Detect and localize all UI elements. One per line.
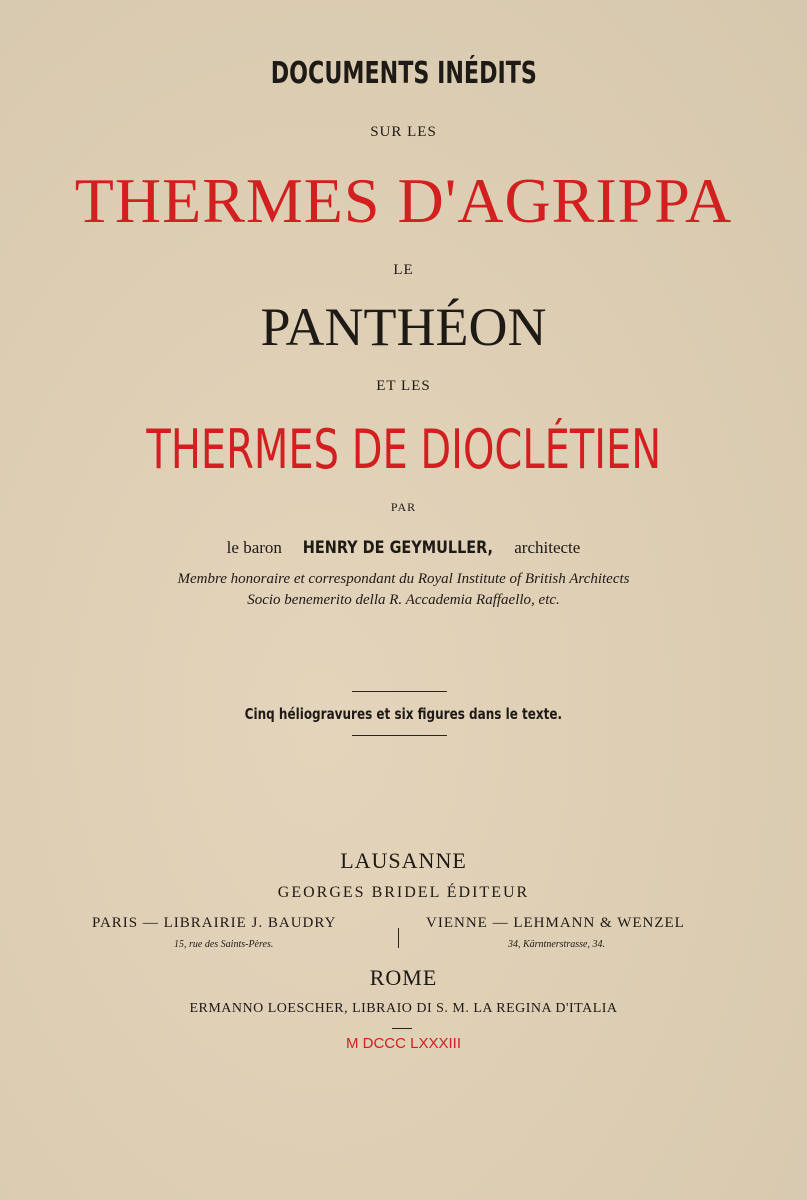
plates-line [0,705,807,724]
plates-note: Cinq héliogravures et six figures dans le texte. [244,705,563,723]
vienne-bookseller: VIENNE — LEHMANN & WENZEL [426,915,685,931]
title-pantheon: PANTHÉON [260,297,547,357]
heading-line [0,56,807,91]
title3-line [0,418,807,481]
paris-bookseller: PARIS — LIBRAIRIE J. BAUDRY [92,915,337,931]
le: LE [393,262,414,278]
par: PAR [390,500,417,514]
publisher-city: LAUSANNE [340,848,467,873]
et-les: ET LES [376,378,431,394]
year-rule [392,1028,412,1029]
author-prefix: le baron [226,538,282,557]
title-thermes-diocletien: THERMES DE DIOCLÉTIEN [146,418,661,481]
divider-bottom [352,735,447,736]
publisher-editor: GEORGES BRIDEL ÉDITEUR [277,884,530,901]
author-academy: Socio benemerito della R. Accademia Raffaello, etc. [247,592,560,608]
rome-bookseller: ERMANNO LOESCHER, LIBRAIO DI S. M. LA REGINA D'ITALIA [189,1001,618,1016]
author-membership: Membre honoraire et correspondant du Royal Institute of British Architects [177,571,630,587]
divider-top [352,691,447,692]
vienne-address: 34, Kärntnerstrasse, 34. [508,939,605,950]
heading: DOCUMENTS INÉDITS [270,56,537,91]
sur-les: SUR LES [370,124,437,140]
author-name: HENRY DE GEYMULLER, [302,538,494,558]
column-separator [398,928,399,948]
author-line [0,538,807,558]
paris-address: 15, rue des Saints-Pères. [174,939,274,950]
author-suffix: architecte [514,538,581,557]
title-thermes-agrippa: THERMES D'AGRIPPA [74,165,733,236]
publication-year: M DCCC LXXXIII [345,1035,462,1052]
rome: ROME [369,965,438,990]
